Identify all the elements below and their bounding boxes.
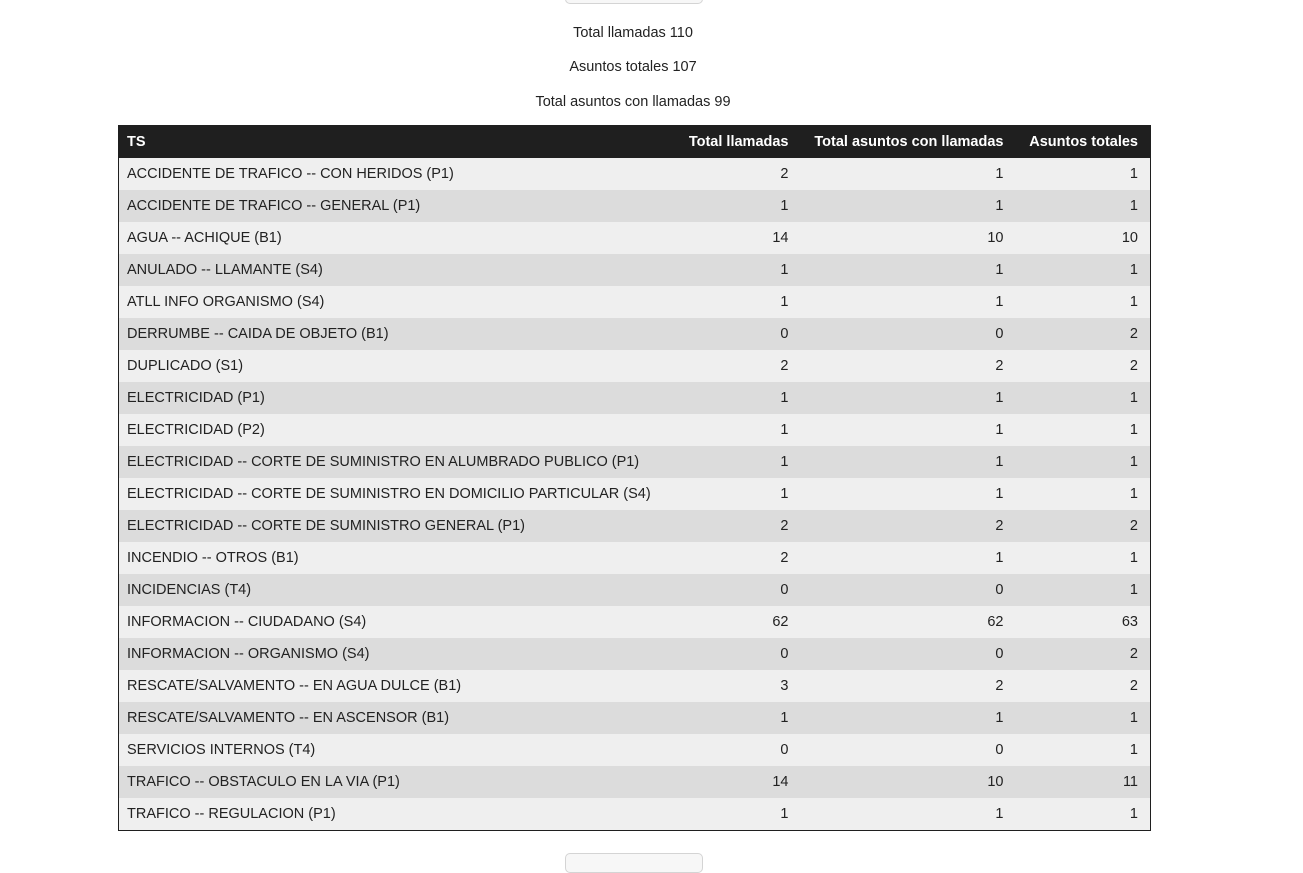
cell-total-asuntos-con-llamadas: 0 bbox=[801, 734, 1016, 766]
cell-total-asuntos-con-llamadas: 0 bbox=[801, 638, 1016, 670]
cell-ts: INCIDENCIAS (T4) bbox=[119, 574, 681, 606]
table-body bbox=[119, 158, 1151, 831]
cell-ts: ELECTRICIDAD -- CORTE DE SUMINISTRO GENERAL (P1) bbox=[119, 510, 681, 542]
table-row bbox=[119, 734, 1151, 766]
cell-total-asuntos-con-llamadas: 1 bbox=[801, 478, 1016, 510]
cell-total-llamadas: 1 bbox=[681, 478, 801, 510]
summary-total-llamadas: Total llamadas 110 bbox=[573, 25, 693, 41]
report-table bbox=[118, 125, 1151, 831]
cell-total-llamadas: 2 bbox=[681, 542, 801, 574]
table-row bbox=[119, 414, 1151, 446]
cell-total-llamadas: 1 bbox=[681, 414, 801, 446]
cell-asuntos-totales: 2 bbox=[1016, 350, 1151, 382]
cell-total-asuntos-con-llamadas: 0 bbox=[801, 574, 1016, 606]
cell-total-asuntos-con-llamadas: 1 bbox=[801, 286, 1016, 318]
cell-total-llamadas: 3 bbox=[681, 670, 801, 702]
cell-ts: TRAFICO -- REGULACION (P1) bbox=[119, 798, 681, 831]
cell-asuntos-totales: 1 bbox=[1016, 158, 1151, 190]
cell-total-asuntos-con-llamadas: 1 bbox=[801, 446, 1016, 478]
cell-total-llamadas: 1 bbox=[681, 286, 801, 318]
table-row bbox=[119, 286, 1151, 318]
cell-total-asuntos-con-llamadas: 10 bbox=[801, 766, 1016, 798]
cell-total-llamadas: 1 bbox=[681, 254, 801, 286]
cell-asuntos-totales: 1 bbox=[1016, 446, 1151, 478]
cell-total-llamadas: 1 bbox=[681, 190, 801, 222]
cell-ts: INFORMACION -- ORGANISMO (S4) bbox=[119, 638, 681, 670]
cell-total-asuntos-con-llamadas: 1 bbox=[801, 542, 1016, 574]
table-row bbox=[119, 254, 1151, 286]
summary-asuntos-totales: Asuntos totales 107 bbox=[569, 59, 697, 75]
top-button[interactable] bbox=[565, 0, 703, 4]
cell-total-llamadas: 1 bbox=[681, 798, 801, 831]
table-row bbox=[119, 510, 1151, 542]
table-row bbox=[119, 350, 1151, 382]
cell-total-llamadas: 14 bbox=[681, 766, 801, 798]
cell-total-asuntos-con-llamadas: 2 bbox=[801, 510, 1016, 542]
cell-ts: ELECTRICIDAD -- CORTE DE SUMINISTRO EN DOMICILIO PARTICULAR (S4) bbox=[119, 478, 681, 510]
cell-asuntos-totales: 1 bbox=[1016, 798, 1151, 831]
cell-total-llamadas: 0 bbox=[681, 734, 801, 766]
cell-total-asuntos-con-llamadas: 0 bbox=[801, 318, 1016, 350]
bottom-button[interactable] bbox=[565, 853, 703, 873]
table-row bbox=[119, 670, 1151, 702]
table-row bbox=[119, 222, 1151, 254]
header-asuntos-totales: Asuntos totales bbox=[1016, 126, 1151, 159]
cell-ts: ANULADO -- LLAMANTE (S4) bbox=[119, 254, 681, 286]
cell-total-asuntos-con-llamadas: 1 bbox=[801, 702, 1016, 734]
cell-total-asuntos-con-llamadas: 1 bbox=[801, 798, 1016, 831]
header-total-asuntos-con-llamadas: Total asuntos con llamadas bbox=[801, 126, 1016, 159]
cell-ts: AGUA -- ACHIQUE (B1) bbox=[119, 222, 681, 254]
cell-asuntos-totales: 2 bbox=[1016, 318, 1151, 350]
table-row bbox=[119, 190, 1151, 222]
cell-asuntos-totales: 2 bbox=[1016, 638, 1151, 670]
cell-total-asuntos-con-llamadas: 1 bbox=[801, 382, 1016, 414]
cell-asuntos-totales: 1 bbox=[1016, 190, 1151, 222]
cell-total-llamadas: 0 bbox=[681, 638, 801, 670]
cell-ts: ELECTRICIDAD (P1) bbox=[119, 382, 681, 414]
cell-total-llamadas: 14 bbox=[681, 222, 801, 254]
cell-total-llamadas: 0 bbox=[681, 318, 801, 350]
table-row bbox=[119, 446, 1151, 478]
cell-asuntos-totales: 1 bbox=[1016, 702, 1151, 734]
cell-ts: ELECTRICIDAD (P2) bbox=[119, 414, 681, 446]
cell-ts: RESCATE/SALVAMENTO -- EN AGUA DULCE (B1) bbox=[119, 670, 681, 702]
cell-asuntos-totales: 1 bbox=[1016, 254, 1151, 286]
cell-total-asuntos-con-llamadas: 10 bbox=[801, 222, 1016, 254]
cell-total-asuntos-con-llamadas: 1 bbox=[801, 190, 1016, 222]
cell-ts: TRAFICO -- OBSTACULO EN LA VIA (P1) bbox=[119, 766, 681, 798]
cell-total-llamadas: 1 bbox=[681, 446, 801, 478]
cell-total-asuntos-con-llamadas: 1 bbox=[801, 254, 1016, 286]
cell-ts: INFORMACION -- CIUDADANO (S4) bbox=[119, 606, 681, 638]
cell-asuntos-totales: 11 bbox=[1016, 766, 1151, 798]
cell-total-llamadas: 1 bbox=[681, 382, 801, 414]
table-row bbox=[119, 382, 1151, 414]
cell-asuntos-totales: 1 bbox=[1016, 574, 1151, 606]
cell-total-asuntos-con-llamadas: 62 bbox=[801, 606, 1016, 638]
table-row bbox=[119, 574, 1151, 606]
cell-total-llamadas: 62 bbox=[681, 606, 801, 638]
cell-total-llamadas: 2 bbox=[681, 350, 801, 382]
cell-total-llamadas: 2 bbox=[681, 510, 801, 542]
table-header-row bbox=[119, 126, 1151, 159]
cell-total-llamadas: 1 bbox=[681, 702, 801, 734]
cell-asuntos-totales: 1 bbox=[1016, 734, 1151, 766]
cell-ts: ATLL INFO ORGANISMO (S4) bbox=[119, 286, 681, 318]
cell-total-asuntos-con-llamadas: 1 bbox=[801, 414, 1016, 446]
table-row bbox=[119, 638, 1151, 670]
cell-ts: SERVICIOS INTERNOS (T4) bbox=[119, 734, 681, 766]
table-row bbox=[119, 798, 1151, 831]
cell-asuntos-totales: 1 bbox=[1016, 382, 1151, 414]
header-ts: TS bbox=[119, 126, 681, 159]
cell-asuntos-totales: 2 bbox=[1016, 510, 1151, 542]
cell-asuntos-totales: 1 bbox=[1016, 478, 1151, 510]
table-row bbox=[119, 158, 1151, 190]
cell-ts: DUPLICADO (S1) bbox=[119, 350, 681, 382]
table-row bbox=[119, 606, 1151, 638]
summary-total-asuntos-con-llamadas: Total asuntos con llamadas 99 bbox=[535, 94, 731, 110]
header-total-llamadas: Total llamadas bbox=[681, 126, 801, 159]
cell-ts: INCENDIO -- OTROS (B1) bbox=[119, 542, 681, 574]
cell-asuntos-totales: 1 bbox=[1016, 542, 1151, 574]
table-row bbox=[119, 318, 1151, 350]
cell-ts: ACCIDENTE DE TRAFICO -- GENERAL (P1) bbox=[119, 190, 681, 222]
cell-asuntos-totales: 63 bbox=[1016, 606, 1151, 638]
cell-total-llamadas: 2 bbox=[681, 158, 801, 190]
cell-asuntos-totales: 1 bbox=[1016, 414, 1151, 446]
table-row bbox=[119, 702, 1151, 734]
cell-asuntos-totales: 1 bbox=[1016, 286, 1151, 318]
cell-ts: RESCATE/SALVAMENTO -- EN ASCENSOR (B1) bbox=[119, 702, 681, 734]
cell-total-asuntos-con-llamadas: 2 bbox=[801, 670, 1016, 702]
table-row bbox=[119, 542, 1151, 574]
cell-total-llamadas: 0 bbox=[681, 574, 801, 606]
cell-ts: DERRUMBE -- CAIDA DE OBJETO (B1) bbox=[119, 318, 681, 350]
cell-asuntos-totales: 2 bbox=[1016, 670, 1151, 702]
table-row bbox=[119, 766, 1151, 798]
cell-ts: ACCIDENTE DE TRAFICO -- CON HERIDOS (P1) bbox=[119, 158, 681, 190]
cell-total-asuntos-con-llamadas: 2 bbox=[801, 350, 1016, 382]
table-row bbox=[119, 478, 1151, 510]
cell-asuntos-totales: 10 bbox=[1016, 222, 1151, 254]
cell-total-asuntos-con-llamadas: 1 bbox=[801, 158, 1016, 190]
cell-ts: ELECTRICIDAD -- CORTE DE SUMINISTRO EN ALUMBRADO PUBLICO (P1) bbox=[119, 446, 681, 478]
